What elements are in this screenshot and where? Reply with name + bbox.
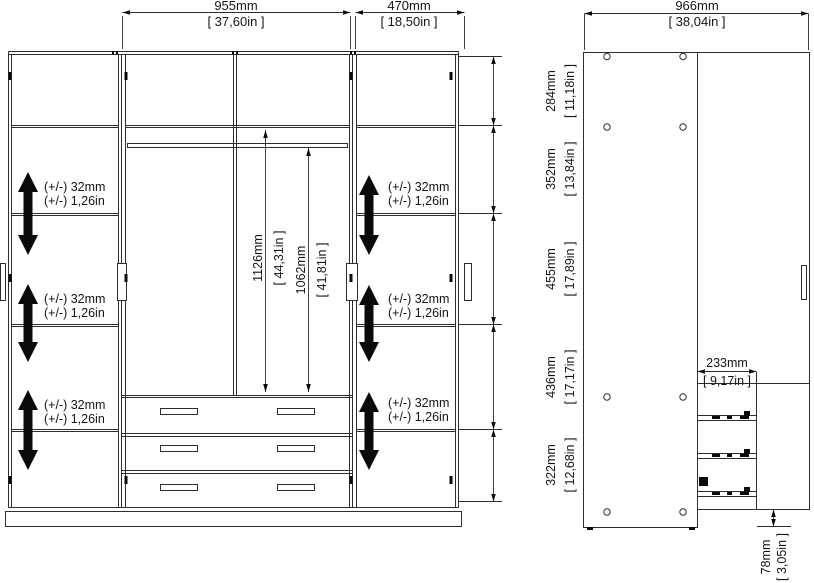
adjust-label-in: (+/-) 1,26in (44, 306, 105, 320)
side-panel (584, 53, 698, 528)
adjust-label-in: (+/-) 1,26in (44, 412, 105, 426)
adjust-label-in: (+/-) 1,26in (44, 194, 105, 208)
dim-352mm: 352mm (544, 148, 558, 190)
dim-284mm-in: [ 11,18in ] (563, 64, 577, 118)
adjust-label-mm: (+/-) 32mm (388, 292, 450, 306)
adjust-label-mm: (+/-) 32mm (388, 180, 450, 194)
adjust-label-in: (+/-) 1,26in (388, 306, 449, 320)
dim-284mm: 284mm (544, 70, 558, 112)
dim-1126mm-in: [ 44,31in ] (272, 230, 286, 286)
dim-233mm-in: [ 9,17in ] (703, 374, 751, 388)
dim-470mm-in: [ 18,50in ] (380, 14, 438, 29)
dim-233mm: 233mm (706, 356, 748, 370)
adjust-label-in: (+/-) 1,26in (388, 410, 449, 424)
adjust-label-in: (+/-) 1,26in (388, 194, 449, 208)
dim-955mm-in: [ 37,60in ] (207, 14, 265, 29)
side-handle-slot (802, 266, 807, 300)
dim-322mm-in: [ 12,68in ] (563, 437, 577, 493)
adjust-label-mm: (+/-) 32mm (44, 292, 106, 306)
dim-1062mm-in: [ 41,81in ] (315, 242, 329, 298)
adjust-label-mm: (+/-) 32mm (388, 396, 450, 410)
dim-455mm: 455mm (544, 248, 558, 290)
dim-955mm: 955mm (214, 0, 258, 13)
adjust-label-mm: (+/-) 32mm (44, 398, 106, 412)
dim-1062mm: 1062mm (294, 245, 308, 295)
dim-78mm-in: [ 3,05in ] (775, 533, 789, 581)
dim-352mm-in: [ 13,84in ] (563, 141, 577, 197)
dim-436mm-in: [ 17,17in ] (563, 349, 577, 405)
dim-966mm: 966mm (675, 0, 719, 13)
dim-1126mm: 1126mm (251, 234, 265, 282)
dim-966mm-in: [ 38,04in ] (668, 14, 726, 29)
side-body (698, 53, 810, 510)
adjust-label-mm: (+/-) 32mm (44, 180, 106, 194)
dim-470mm: 470mm (387, 0, 431, 13)
plinth-base (6, 512, 462, 527)
dim-436mm: 436mm (544, 356, 558, 398)
side-view (584, 0, 810, 581)
dim-455mm-in: [ 17,89in ] (563, 241, 577, 297)
dim-78mm: 78mm (759, 539, 773, 575)
dim-322mm: 322mm (544, 444, 558, 486)
